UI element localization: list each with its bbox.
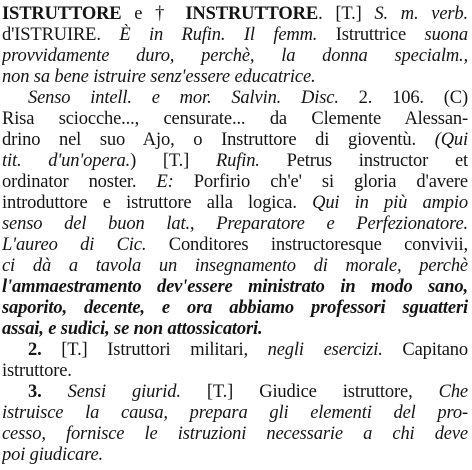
entry-line: [2, 276, 468, 298]
entry-text-segment: cesso, fornisce le istruzioni necessarie a chi deve: [2, 424, 468, 444]
entry-text-segment: d'ISTRUIRE.: [2, 25, 120, 45]
entry-line: [2, 402, 468, 424]
entry-text-segment: assai, e sudici, se non attossicatori.: [2, 319, 263, 339]
entry-line: [2, 360, 468, 382]
entry-line: [2, 213, 468, 235]
entry-text-segment: Sensi giurid.: [67, 382, 181, 402]
entry-text-segment: l'ammaestramento dev'essere ministrato in modo sano,: [2, 277, 468, 297]
entry-text-segment: Istruttrice: [317, 25, 425, 45]
entry-text-segment: ISTRUTTORE: [2, 4, 122, 24]
entry-line: [2, 318, 468, 340]
entry-text-segment: INSTRUTTORE: [185, 4, 319, 24]
entry-text-segment: [T.] Istruttori militari,: [41, 340, 268, 360]
entry-line: [2, 444, 468, 466]
entry-text-segment: Capitano: [382, 340, 468, 360]
entry-line: [2, 234, 468, 256]
entry-text-segment: Risa sciocche..., censurate... da Clemente Alessan-: [2, 109, 468, 129]
entry-text-segment: [42, 382, 68, 402]
entry-text-segment: saporito, decente, e ora abbiamo professori sguatteri: [2, 298, 468, 318]
entry-line: [2, 66, 468, 88]
entry-text-segment: 2. 106. (C): [338, 88, 468, 108]
entry-text-segment: 2.: [28, 340, 42, 360]
entry-text-segment: . [T.]: [318, 4, 375, 24]
entry-text-segment: Conditores instructoresque convivii,: [146, 235, 468, 255]
entry-text-segment: Che: [438, 382, 468, 402]
entry-text-segment: istruisce la causa, prepara gli elementi del pro-: [2, 403, 468, 423]
entry-text-segment: L'aureo di Cic.: [2, 235, 147, 255]
entry-text-segment: suona: [424, 25, 468, 45]
entry-line: [2, 108, 468, 130]
entry-text-segment: Porfirio ch'e' si gloria d'avere: [173, 172, 468, 192]
entry-text-segment: negli esercizi.: [267, 340, 383, 360]
entry-text-segment: 3.: [28, 382, 42, 402]
entry-line: [2, 87, 468, 109]
entry-text-segment: poi giudicare.: [2, 445, 104, 465]
entry-text-segment: e †: [121, 4, 186, 24]
entry-line: [2, 423, 468, 445]
entry-text-segment: Rufin.: [215, 151, 260, 171]
entry-text-segment: tit. d'un'opera.: [2, 151, 131, 171]
entry-line: [2, 3, 468, 25]
entry-text-segment: introduttore e istruttore alla logica.: [2, 193, 313, 213]
entry-text-segment: E:: [156, 172, 174, 192]
entry-line: [2, 339, 468, 361]
entry-text-segment: [T.] Giudice istruttore,: [180, 382, 439, 402]
entry-line: [2, 24, 468, 46]
entry-text-segment: ordinator noster.: [2, 172, 157, 192]
entry-line: [2, 297, 468, 319]
entry-line: [2, 150, 468, 172]
entry-text-segment: istruttore.: [2, 361, 72, 381]
entry-text-segment: Petrus instructor et: [259, 151, 468, 171]
entry-text-segment: È in Rufin. Il femm.: [119, 25, 318, 45]
entry-line: [2, 45, 468, 67]
entry-text-segment: S. m. verb.: [374, 4, 468, 24]
entry-text-segment: non sa bene istruire senz'essere educatrice.: [2, 67, 316, 87]
entry-text-segment: Qui in più ampio: [312, 193, 468, 213]
entry-text-segment: Senso intell. e mor. Salvin. Disc.: [28, 88, 339, 108]
entry-text-segment: ) [T.]: [130, 151, 216, 171]
entry-text-segment: (Qui: [434, 130, 468, 150]
entry-line: [2, 192, 468, 214]
entry-text-segment: provvidamente duro, perchè, la donna specialm.,: [2, 46, 468, 66]
entry-line: [2, 171, 468, 193]
entry-line: [2, 255, 468, 277]
entry-text-segment: senso del buon lat., Preparatore e Perfezionatore.: [2, 214, 468, 234]
entry-text-segment: ci dà a tavola un insegnamento di morale, perchè: [2, 256, 468, 276]
entry-text-segment: drino nel suo Ajo, o Instruttore di gioventù.: [2, 130, 435, 150]
entry-line: [2, 381, 468, 403]
entry-line: [2, 129, 468, 151]
